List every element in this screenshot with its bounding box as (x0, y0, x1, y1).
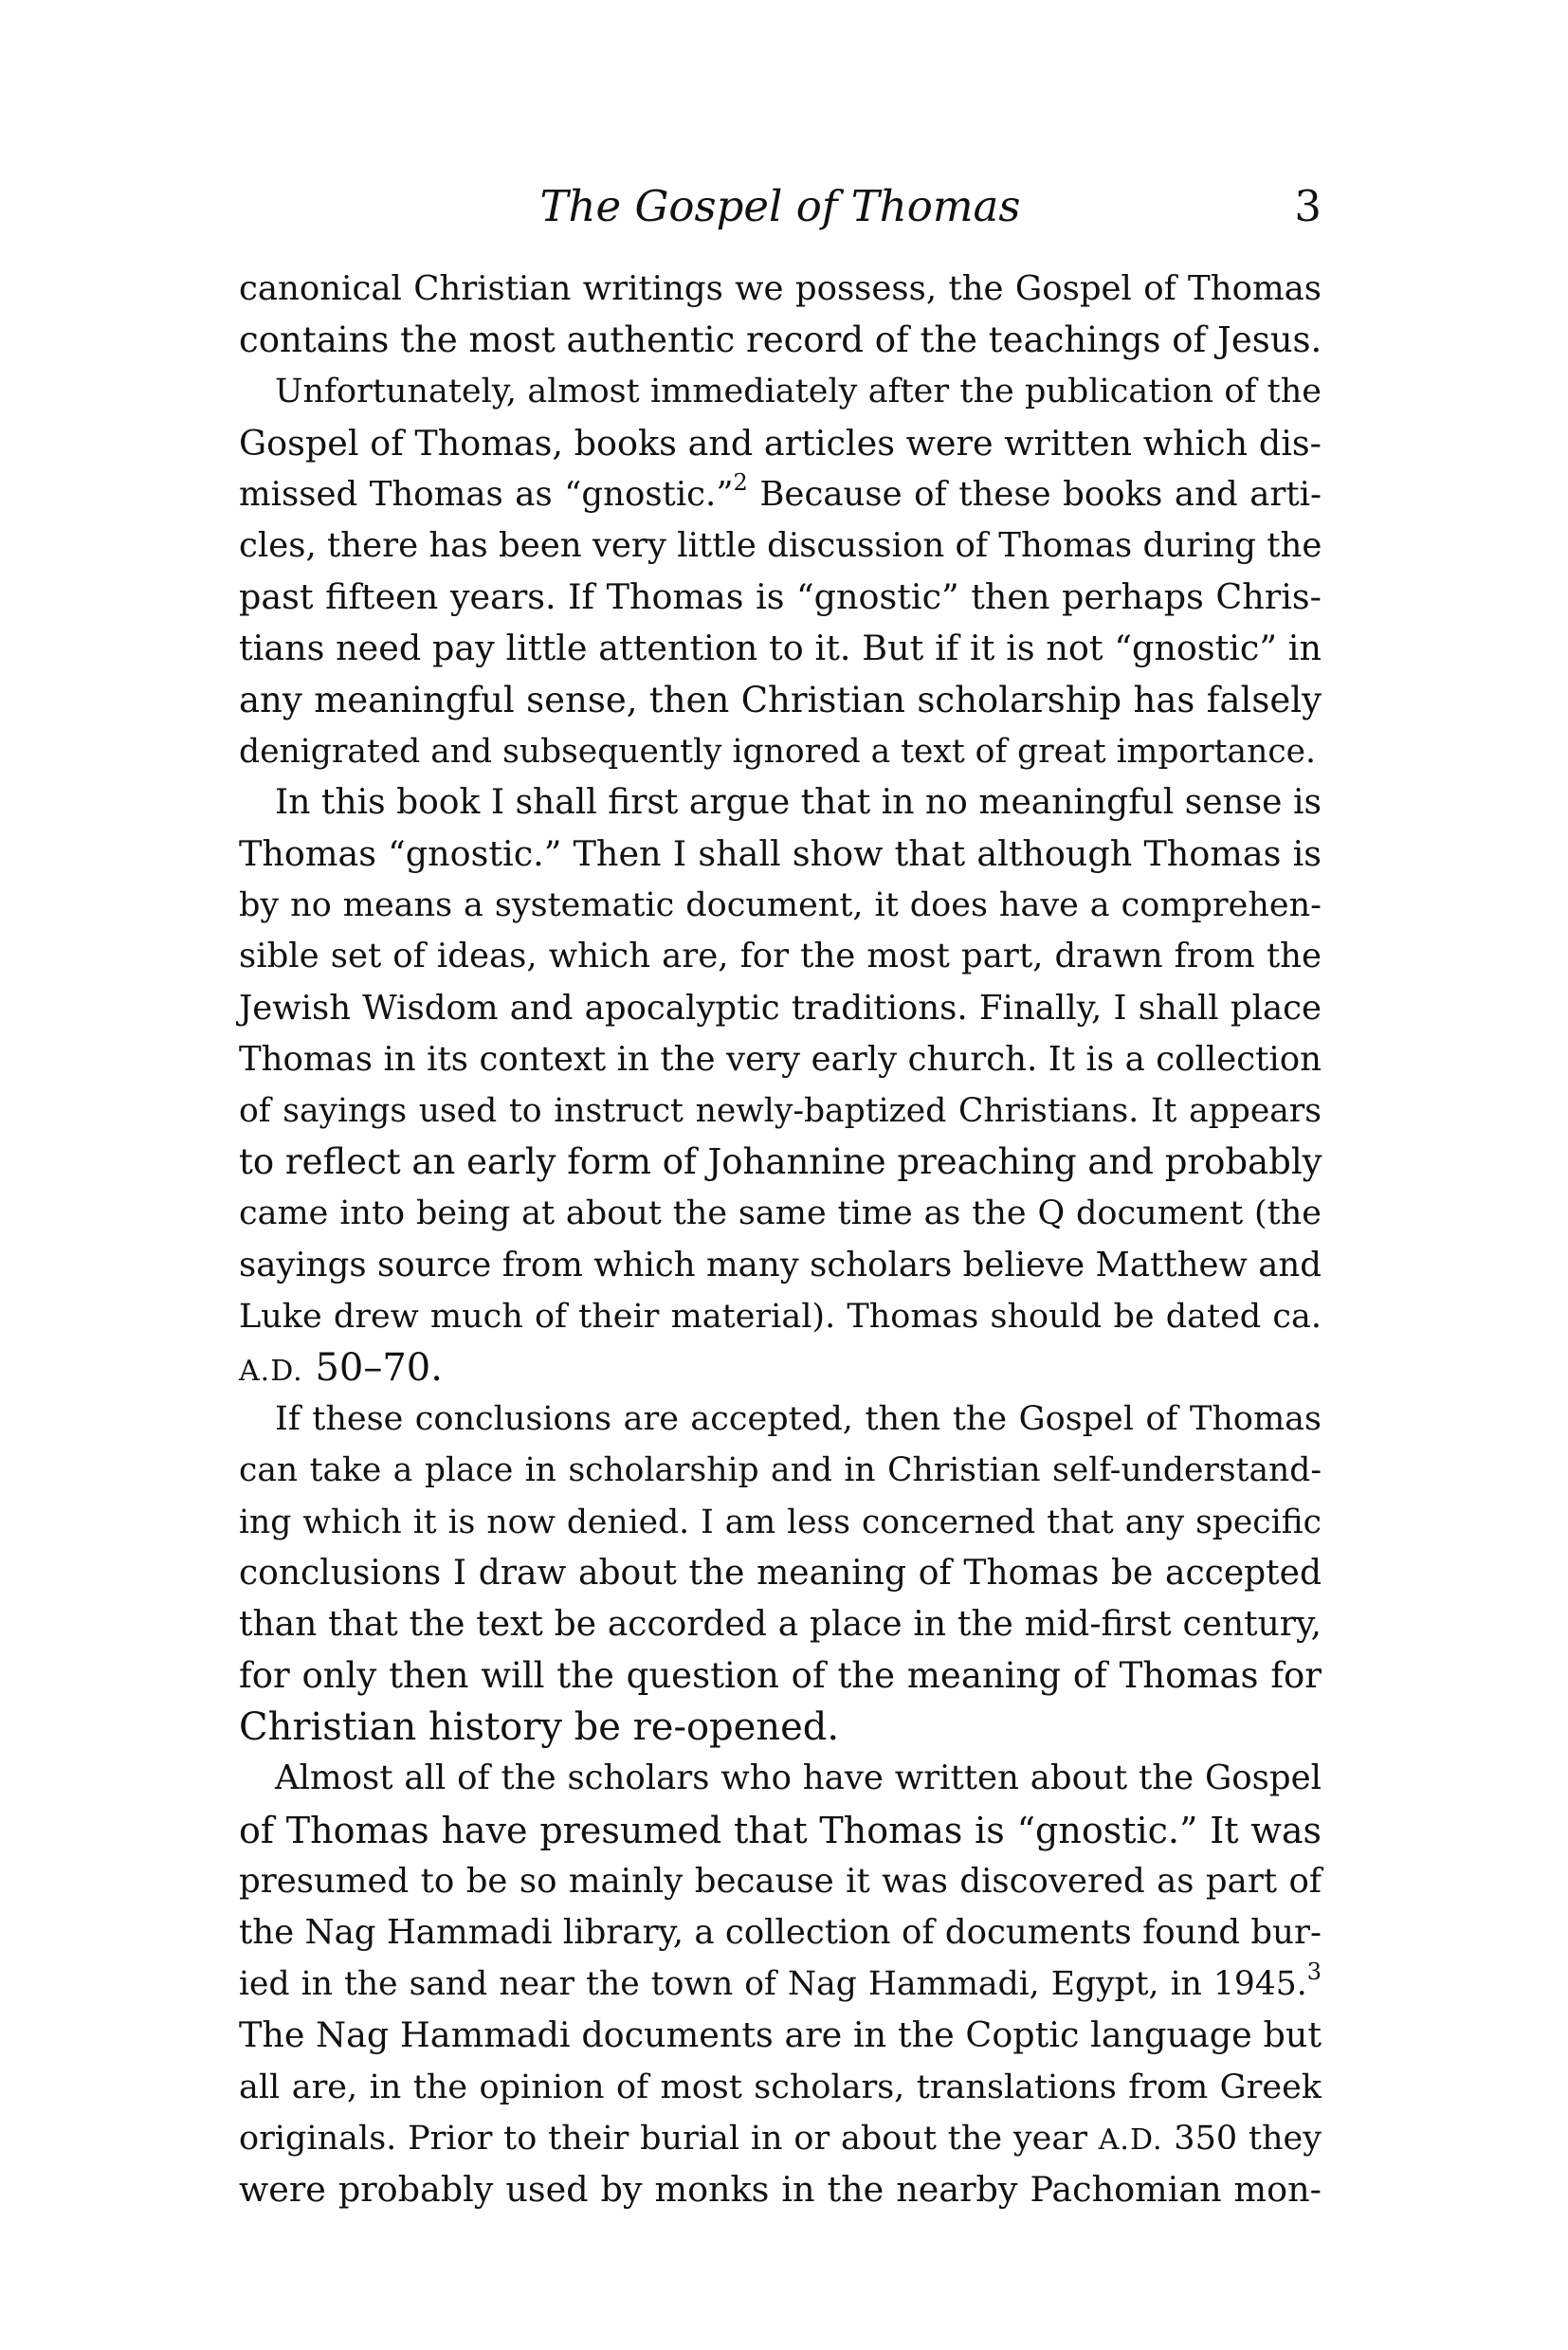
text-line: any meaningful sense, then Christian scholarship has falsely (239, 679, 1322, 720)
text-line: than that the text be accorded a place in the mid-first century, (239, 1604, 1322, 1644)
text-line: Almost all of the scholars who have written about the Gospel (275, 1758, 1322, 1798)
text-line: The Nag Hammadi documents are in the Coptic language but (239, 2014, 1322, 2056)
text-line: If these conclusions are accepted, then the Gospel of Thomas (275, 1400, 1322, 1439)
text-fragment: missed Thomas as “gnostic.” (239, 474, 734, 514)
text-line: past fifteen years. If Thomas is “gnostic” then perhaps Chris- (239, 576, 1322, 618)
text-fragment: originals. Prior to their burial in or about the year (239, 2119, 1099, 2158)
page-number: 3 (1294, 181, 1322, 231)
footnote-marker: 3 (1306, 1958, 1322, 1986)
text-line: Thomas “gnostic.” Then I shall show that although Thomas is (239, 833, 1322, 875)
text-line: Christian history be re-opened. (239, 1705, 840, 1750)
text-line: Jewish Wisdom and apocalyptic traditions. Finally, I shall place (239, 988, 1322, 1028)
text-line: conclusions I draw about the meaning of Thomas be accepted (239, 1553, 1322, 1593)
text-line: by no means a systematic document, it does have a comprehen- (239, 886, 1322, 925)
running-title: The Gospel of Thomas (539, 181, 1021, 231)
text-line: tians need pay little attention to it. But if it is not “gnostic” in (239, 628, 1322, 669)
text-line: ing which it is now denied. I am less concerned that any specific (239, 1503, 1322, 1541)
text-fragment: ied in the sand near the town of Nag Hammadi, Egypt, in 1945. (239, 1965, 1307, 2004)
paragraph-3 (239, 777, 1322, 1394)
text-line: Thomas in its context in the very early church. It is a collection (239, 1039, 1322, 1079)
text-line: Unfortunately, almost immediately after the publication of the (275, 373, 1322, 411)
text-line: can take a place in scholarship and in Christian self-understand- (239, 1451, 1322, 1490)
text-line: cles, there has been very little discussion of Thomas during the (239, 525, 1322, 565)
text-line (239, 1342, 1322, 1394)
text-line: all are, in the opinion of most scholars, translations from Greek (239, 2068, 1322, 2106)
text-line: Luke drew much of their material). Thomas should be dated ca. (239, 1297, 1322, 1336)
era-abbreviation: A.D. (239, 1354, 303, 1388)
text-line: came into being at about the same time as the Q document (the (239, 1194, 1322, 1233)
text-line: Gospel of Thomas, books and articles were written which dis- (239, 422, 1322, 464)
paragraph-5 (239, 1753, 1322, 2215)
footnote-marker: 2 (733, 468, 748, 496)
text-line (239, 469, 1322, 520)
paragraph-2 (239, 366, 1322, 777)
text-line: contains the most authentic record of the teachings of Jesus. (239, 319, 1322, 361)
text-fragment: 50–70. (302, 1345, 443, 1390)
text-line: of sayings used to instruct newly-baptized Christians. It appears (239, 1092, 1322, 1130)
paragraph-1 (239, 264, 1322, 366)
text-line: sible set of ideas, which are, for the most part, drawn from the (239, 937, 1322, 976)
paragraph-4 (239, 1394, 1322, 1753)
text-line: denigrated and subsequently ignored a text of great importance. (239, 732, 1317, 771)
text-line (239, 1958, 1322, 2010)
text-line: In this book I shall first argue that in no meaningful sense is (275, 782, 1322, 822)
text-line: the Nag Hammadi library, a collection of documents found bur- (239, 1913, 1322, 1952)
text-line (239, 2113, 1322, 2164)
text-fragment: Because of these books and arti- (747, 474, 1322, 514)
text-line: to reflect an early form of Johannine preaching and probably (239, 1141, 1322, 1183)
body-text (239, 264, 1322, 2215)
text-fragment: 350 they (1162, 2119, 1322, 2158)
era-abbreviation: A.D. (1098, 2122, 1163, 2157)
text-line: of Thomas have presumed that Thomas is “gnostic.” It was (239, 1809, 1322, 1851)
text-line: presumed to be so mainly because it was discovered as part of (239, 1861, 1322, 1901)
text-line: canonical Christian writings we possess, the Gospel of Thomas (239, 269, 1322, 308)
page-header (239, 178, 1322, 235)
text-line: sayings source from which many scholars believe Matthew and (239, 1245, 1322, 1284)
text-line: were probably used by monks in the nearby Pachomian mon- (239, 2168, 1322, 2210)
text-line: for only then will the question of the meaning of Thomas for (239, 1655, 1322, 1697)
